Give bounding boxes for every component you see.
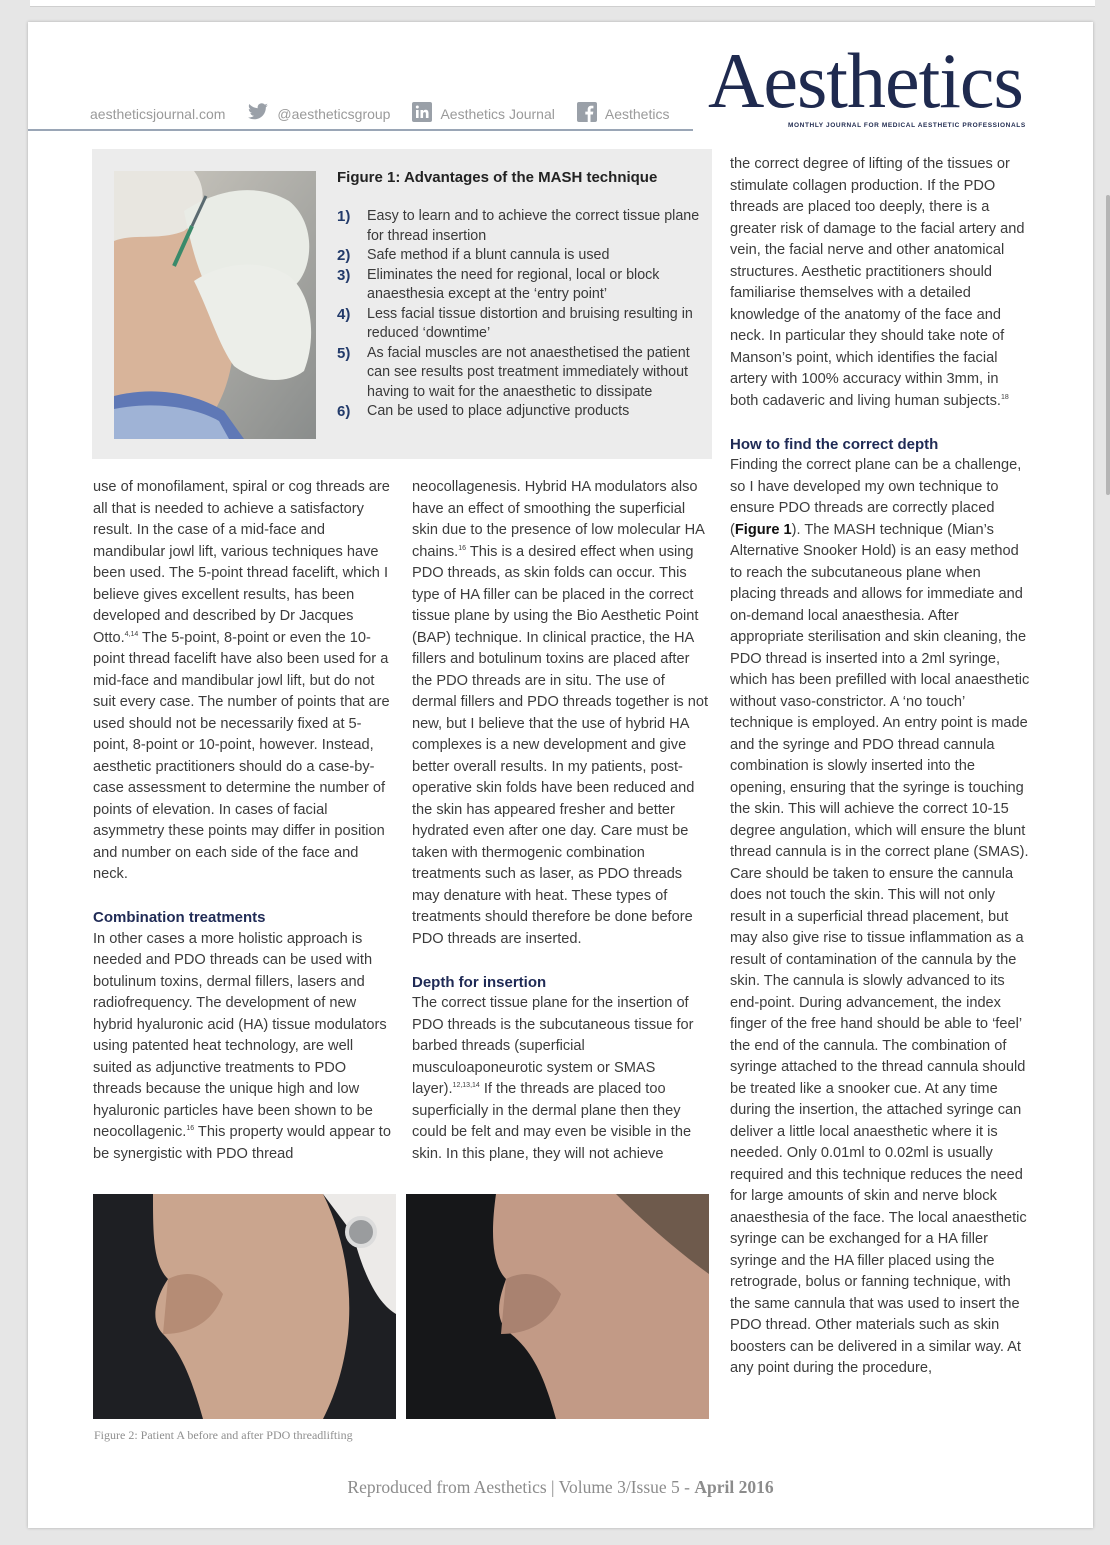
list-item: 6) Can be used to place adjunctive products xyxy=(337,403,630,420)
column-2 xyxy=(412,477,712,1165)
previous-page-edge xyxy=(30,0,1095,7)
mash-technique-photo xyxy=(114,171,316,439)
logo-wordmark: Aesthetics xyxy=(708,37,1023,124)
figure-1-box xyxy=(92,149,712,459)
figure-2-caption: Figure 2: Patient A before and after PDO threadlifting xyxy=(94,1428,353,1442)
twitter-icon xyxy=(247,103,269,124)
linkedin-icon xyxy=(412,102,432,125)
patient-after-photo xyxy=(406,1194,709,1419)
page-header xyxy=(28,22,1093,132)
heading-depth-for-insertion: Depth for insertion xyxy=(412,973,547,991)
figure-1-title: Figure 1: Advantages of the MASH technique xyxy=(337,169,658,186)
heading-correct-depth: How to find the correct depth xyxy=(730,435,939,453)
list-item: 3) Eliminates the need for regional, local or block anaesthesia except at the ‘entry point’ xyxy=(337,266,660,302)
page-footer: Reproduced from Aesthetics | Volume 3/Issue 5 - April 2016 xyxy=(347,1477,774,1497)
aesthetics-logo xyxy=(708,37,1038,129)
header-links xyxy=(90,102,691,125)
column-1 xyxy=(93,477,393,1165)
logo-tagline: MONTHLY JOURNAL FOR MEDICAL AESTHETIC PROFESSIONALS xyxy=(788,122,1026,129)
twitter-link[interactable]: @aestheticsgroup xyxy=(277,105,391,122)
header-rule xyxy=(28,129,693,131)
linkedin-link[interactable]: Aesthetics Journal xyxy=(440,105,555,122)
website-link[interactable]: aestheticsjournal.com xyxy=(90,105,226,122)
facebook-icon xyxy=(577,102,597,125)
list-item: 2) Safe method if a blunt cannula is used xyxy=(337,247,610,264)
paragraph: the correct degree of lifting of the tissues or stimulate collagen production. If the PDO threads are placed too deeply, there is a greater risk of damage to the facial artery and vein, the facial nerve and other anatomical structures. Aesthetic practitioners should familiarise themselves with a detailed knowledge of the anatomy of the face and neck. In particular they should take note of Manson’s point, which identifies the facial artery with 100% accuracy within 3mm, in both cadaveric and living human subjects.$^{18}$ xyxy=(730,156,1025,409)
list-item: 1) Easy to learn and to achieve the correct tissue plane for thread insertion xyxy=(337,208,700,244)
paragraph: Finding the correct plane can be a challenge, so I have developed my own technique to ensure PDO threads are correctly placed (Figure 1). The MASH technique (Mian’s Alternative Snooker Hold) is an easy method to reach the subcutaneous plane when placing threads and allows for immediate and on-demand local anaesthesia. After appropriate sterilisation and skin cleaning, the PDO thread is inserted into a 2ml syringe, which has been prefilled with local anaesthetic without vaso-constrictor. A ‘no touch’ technique is employed. An entry point is made and the syringe and PDO thread cannula combination is slowly inserted into the opening, ensuring that the syringe is touching the skin. This will achieve the correct 10-15 degree angulation, which will ensure the blunt thread cannula is in the correct plane (SMAS). Care should be taken to ensure the cannula does not touch the skin. This will not only result in a superficial thread placement, but may also give rise to tissue inflammation as a result of contamination of the cannula by the skin. The cannula is slowly advanced to its end-point. During advancement, the index finger of the free hand should be able to ‘feel’ the end of the cannula. The combination of syringe attached to the thread cannula should be treated like a snooker cue. At any time during the insertion, the attached syringe can deliver a little local anaesthetic where it is needed. Only 0.01ml to 0.02ml is usually required and this technique reduces the need for large amounts of skin and nerve block anaesthesia of the face. The local anaesthetic syringe can be exchanged for a HA filler syringe and the HA filler placed using the retrograde, bolus or fanning technique, with the same cannula that was used to insert the PDO thread. Other materials such as skin boosters can be delivered in a similar way. At any point during the procedure, xyxy=(730,457,1030,1376)
heading-combination-treatments: Combination treatments xyxy=(93,909,266,926)
paragraph: In other cases a more holistic approach is needed and PDO threads can be used with botulinum toxins, dermal fillers, lasers and radiofrequency. The development of new hybrid hyaluronic acid (HA) tissue modulators using patented heat technology, are well suited as adjunctive treatments to PDO threads because the unique high and low hyaluronic particles have been shown to be neocollagenic.$^{16}$ This property would appear to be synergistic with PDO thread xyxy=(93,930,391,1162)
paragraph: The correct tissue plane for the insertion of PDO threads is the subcutaneous tissue for barbed threads (superficial musculoaponeurotic system or SMAS layer).$^{12,13,14}$ If the threads are placed too superficially in the dermal plane then they could be felt and may even be visible in the skin. In this plane, they will not achieve xyxy=(412,995,694,1162)
list-item: 4) Less facial tissue distortion and bruising resulting in reduced ‘downtime’ xyxy=(337,305,693,341)
journal-page xyxy=(28,22,1093,1528)
advantages-list xyxy=(337,207,707,422)
paragraph: neocollagenesis. Hybrid HA modulators also have an effect of smoothing the superficial skin due to the presence of low molecular HA chains.$^{16}$ This is a desired effect when using PDO threads, as skin folds can occur. This type of HA filler can be placed in the correct tissue plane by using the Bio Aesthetic Point (BAP) technique. In clinical practice, the HA fillers and botulinum toxins are placed after the PDO threads are in situ. The use of dermal fillers and PDO threads together is not new, but I believe that the use of hybrid HA complexes is a new development and give better overall results. In my patients, post-operative skin folds have been reduced and the skin has appeared fresher and better hydrated even after one day. Care must be taken with thermogenic combination treatments such as laser, as PDO threads may denature with heat. These types of treatments should therefore be done before PDO threads are inserted. xyxy=(412,479,709,947)
paragraph: use of monofilament, spiral or cog threads are all that is needed to achieve a satisfactory result. In the case of a mid-face and mandibular jowl lift, various techniques have been used. The 5-point thread facelift, which I believe gives excellent results, has been developed and described by Dr Jacques Otto.$^{4,14}$ The 5-point, 8-point or even the 10-point thread facelift have also been used for a mid-face and mandibular jowl lift, but do not suit every case. The number of points that are used should not be necessarily fixed at 5-point, 8-point or 10-point, however. Instead, aesthetic practitioners should do a case-by-case assessment to determine the number of points of elevation. In cases of facial asymmetry these points may differ in position and number on each side of the face and neck. xyxy=(93,479,390,882)
patient-before-photo xyxy=(93,1194,396,1419)
column-3 xyxy=(730,154,1030,1380)
list-item: 5) As facial muscles are not anaesthetised the patient can see results post treatment immediately without having to wait for the anaesthetic to dissipate xyxy=(337,344,690,400)
scrollbar[interactable] xyxy=(1106,195,1110,495)
facebook-link[interactable]: Aesthetics xyxy=(604,105,670,122)
